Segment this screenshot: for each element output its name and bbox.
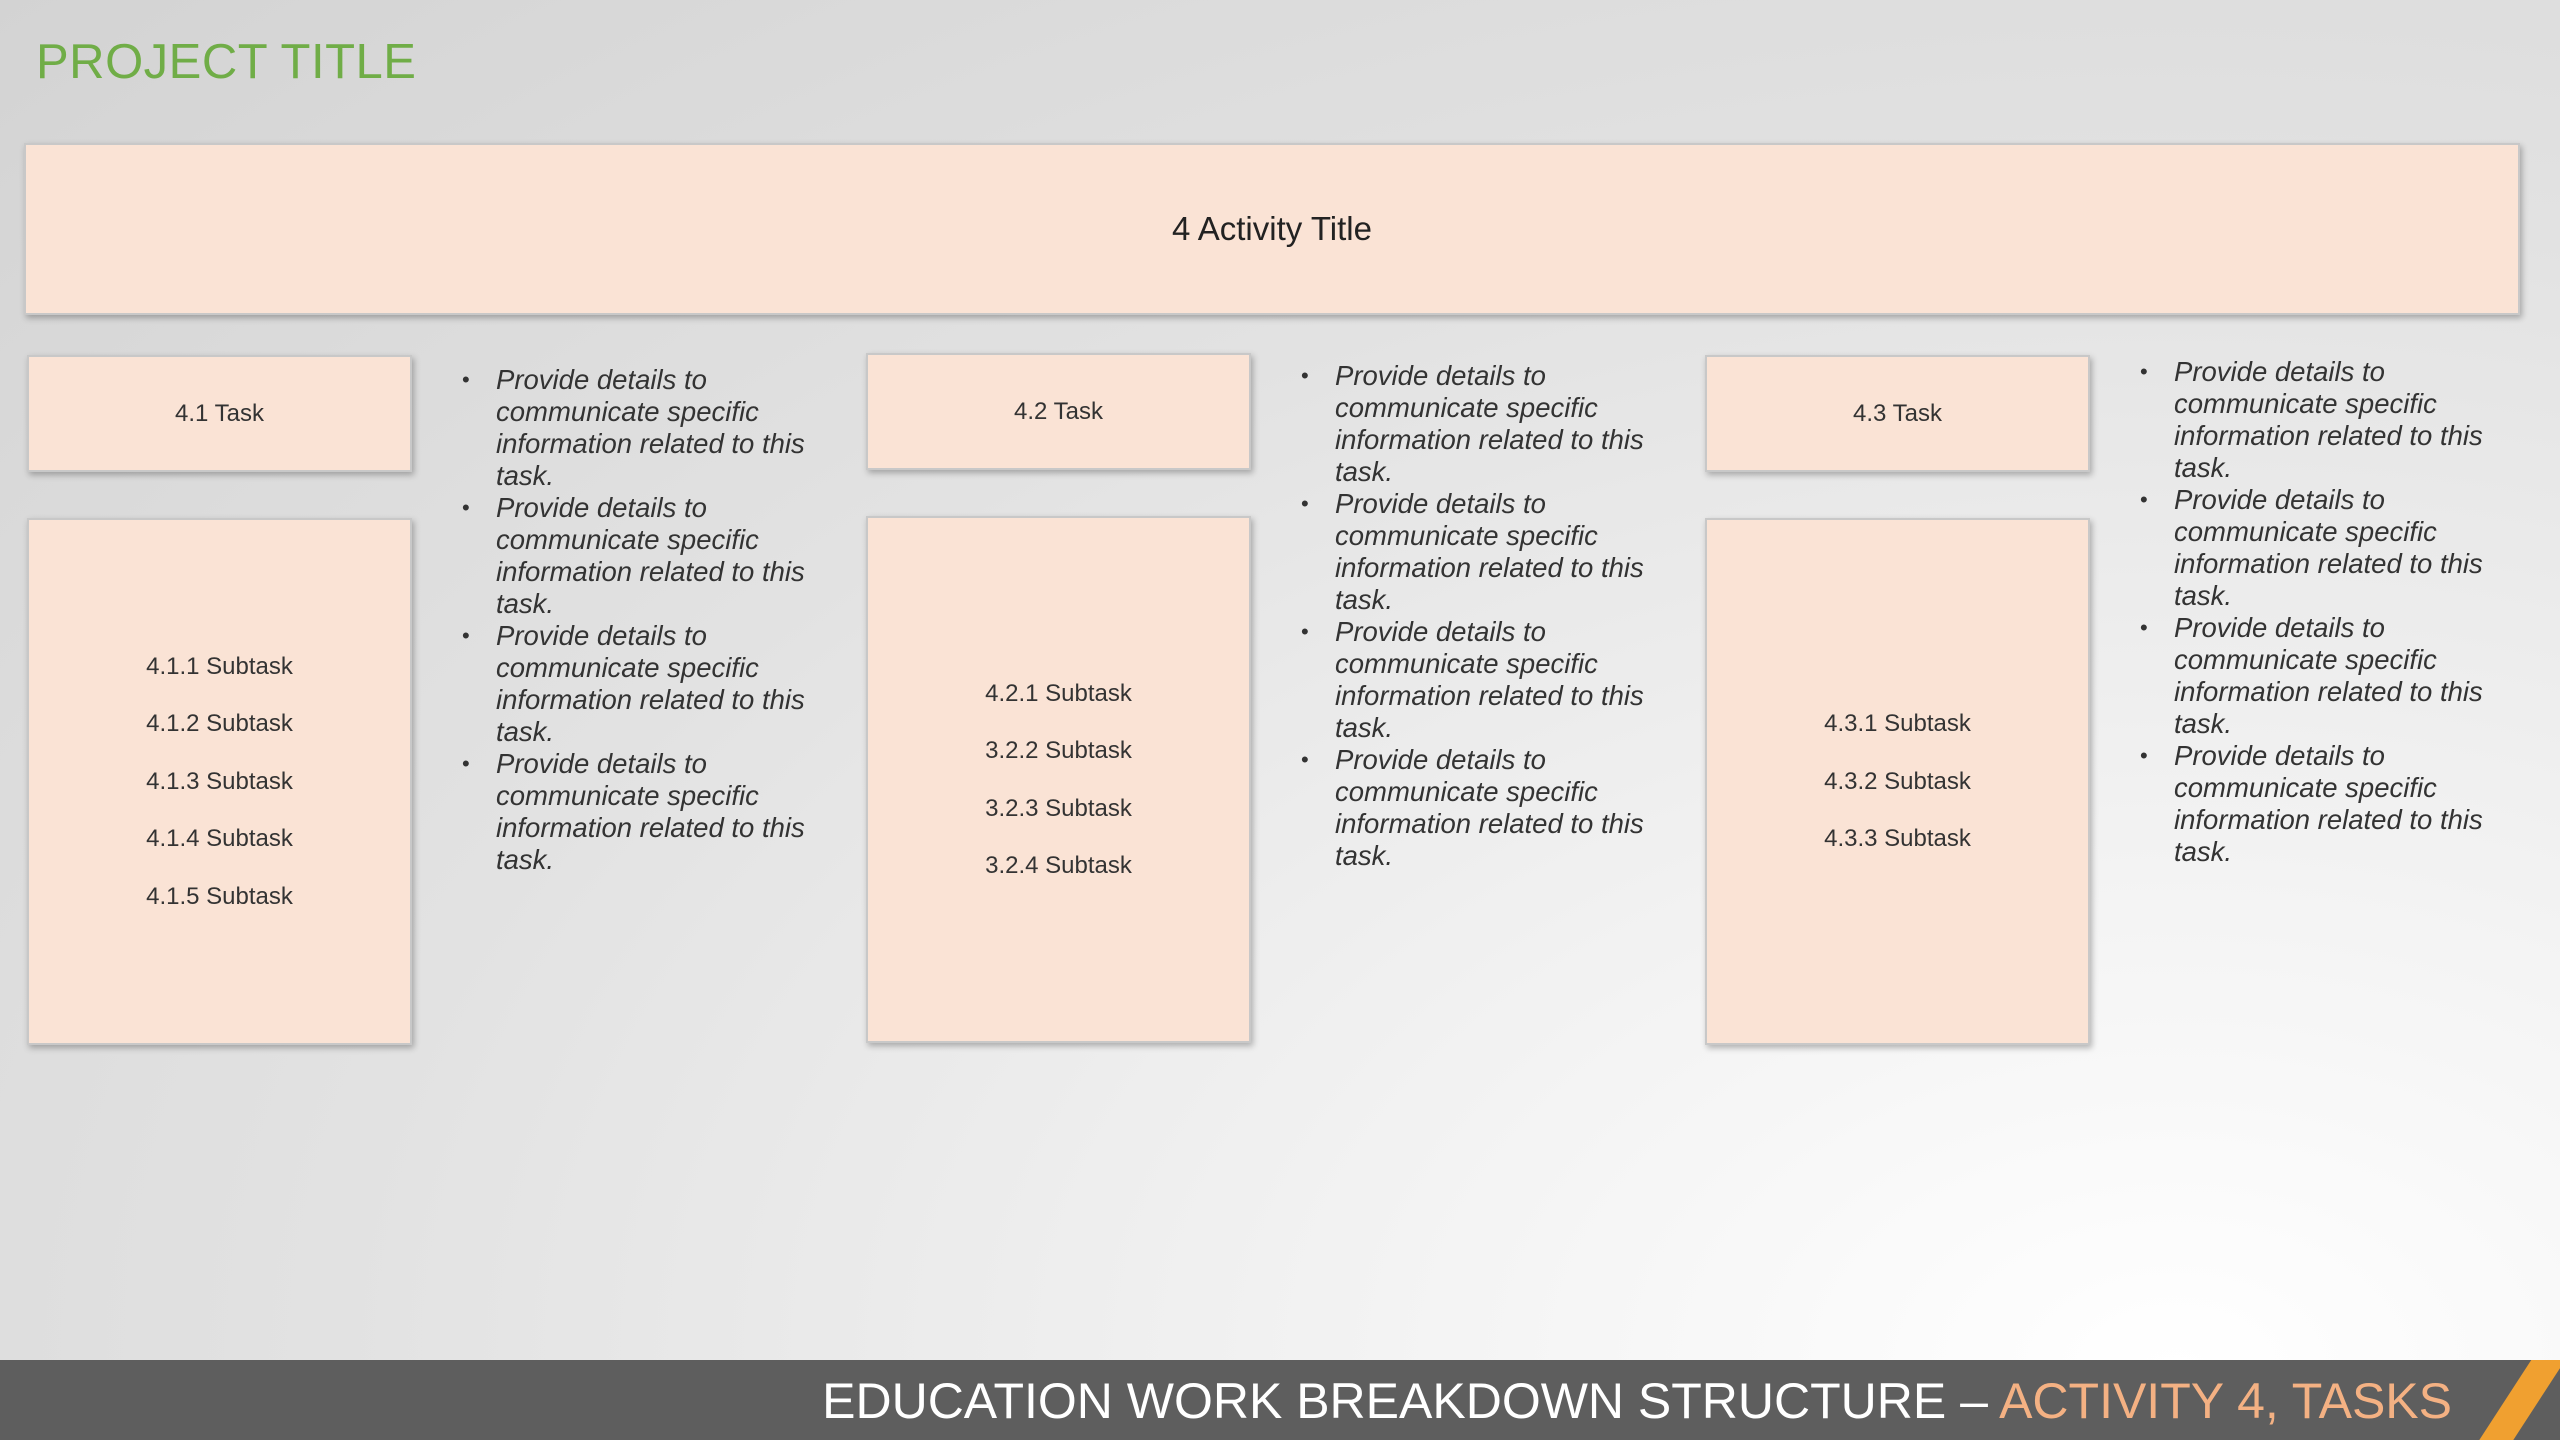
footer-title-main: EDUCATION WORK BREAKDOWN STRUCTURE – (822, 1373, 2000, 1429)
task-box-4-1 (27, 355, 412, 472)
subtask-item: 4.1.2 Subtask (146, 710, 293, 738)
decorative-slash (2478, 1360, 2560, 1440)
subtask-item: 4.2.1 Subtask (985, 679, 1132, 707)
subtask-box-4-2 (866, 516, 1251, 1043)
task-label: 4.3 Task (1853, 399, 1942, 427)
subtask-box-4-1 (27, 518, 412, 1045)
detail-bullet: • Provide details to communicate specific information related to this task. (496, 364, 826, 492)
subtask-item: 4.1.3 Subtask (146, 767, 293, 795)
detail-bullet: • Provide details to communicate specific information related to this task. (1335, 616, 1665, 744)
subtask-item: 3.2.2 Subtask (985, 737, 1132, 764)
project-title: PROJECT TITLE (36, 35, 417, 89)
subtask-item: 4.1.5 Subtask (146, 882, 293, 910)
subtask-item: 4.3.1 Subtask (1824, 710, 1971, 738)
task-details-4-2 (1299, 360, 1665, 872)
task-label: 4.2 Task (1014, 397, 1103, 425)
footer-title-accent: ACTIVITY 4, TASKS (1999, 1373, 2452, 1429)
task-details-4-1 (460, 364, 826, 876)
task-details-4-3 (2138, 356, 2504, 868)
task-box-4-2 (866, 353, 1251, 470)
detail-bullet: • Provide details to communicate specific information related to this task. (2174, 484, 2504, 612)
subtask-item: 4.3.2 Subtask (1824, 767, 1971, 795)
detail-bullet: • Provide details to communicate specific information related to this task. (1335, 360, 1665, 488)
task-box-4-3 (1705, 355, 2090, 472)
footer-bar (0, 1360, 2560, 1440)
detail-bullet: • Provide details to communicate specific information related to this task. (2174, 612, 2504, 740)
subtask-item: 3.2.4 Subtask (985, 852, 1132, 879)
detail-bullet: • Provide details to communicate specific information related to this task. (496, 620, 826, 748)
task-label: 4.1 Task (175, 399, 264, 427)
detail-bullet: • Provide details to communicate specific information related to this task. (496, 492, 826, 620)
activity-title: 4 Activity Title (1172, 210, 1372, 247)
detail-bullet: • Provide details to communicate specific information related to this task. (496, 748, 826, 876)
detail-bullet: • Provide details to communicate specific information related to this task. (2174, 356, 2504, 484)
footer-title (822, 1372, 2452, 1430)
subtask-item: 3.2.3 Subtask (985, 794, 1132, 822)
detail-bullet: • Provide details to communicate specific information related to this task. (2174, 740, 2504, 868)
subtask-item: 4.1.4 Subtask (146, 825, 293, 853)
subtask-item: 4.1.1 Subtask (146, 652, 293, 680)
subtask-item: 4.3.3 Subtask (1824, 825, 1971, 853)
detail-bullet: • Provide details to communicate specific information related to this task. (1335, 744, 1665, 872)
detail-bullet: • Provide details to communicate specific information related to this task. (1335, 488, 1665, 616)
subtask-box-4-3 (1705, 518, 2090, 1045)
activity-title-box (24, 143, 2520, 315)
